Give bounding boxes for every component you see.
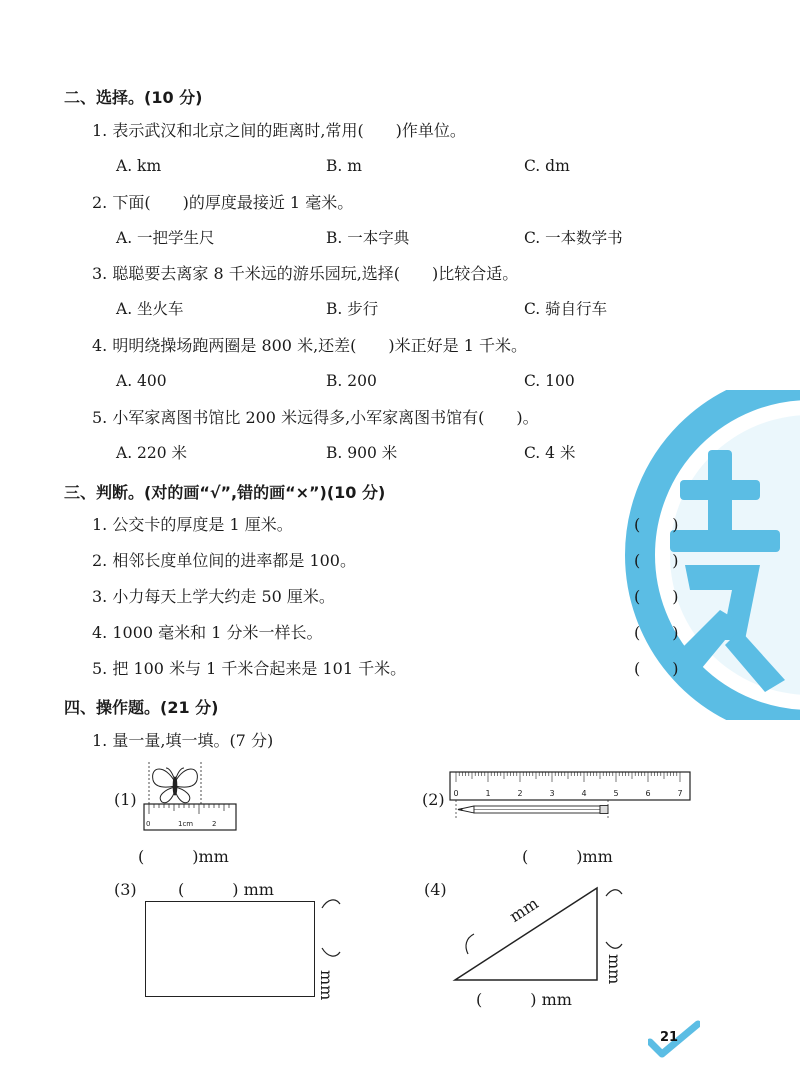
q1-option-c: C. dm (524, 157, 570, 175)
judge-item-4: 4. 1000 毫米和 1 分米一样长。 (92, 623, 323, 642)
problem-3-top-answer[interactable]: ( ) mm (178, 880, 274, 899)
ruler2-tick-label: 0 (453, 789, 459, 798)
q4-option-c: C. 100 (524, 372, 575, 390)
question-1: 1. 表示武汉和北京之间的距离时,常用( )作单位。 (92, 121, 466, 140)
triangle-side-unit: mm (605, 954, 624, 985)
q3-option-b: B. 步行 (326, 300, 379, 318)
judge-answer-2[interactable]: ( ) (634, 551, 679, 570)
ruler2-tick-label: 3 (549, 789, 555, 798)
problem-1-label: (1) (114, 790, 137, 809)
ruler2-tick-label: 4 (581, 789, 587, 798)
q4-option-b: B. 200 (326, 372, 377, 390)
section-3-title: 三、判断。(对的画“√”,错的画“×”)(10 分) (64, 483, 386, 502)
q5-option-c: C. 4 米 (524, 444, 576, 462)
problem-2-label: (2) (422, 790, 445, 809)
triangle-hyp-paren (460, 932, 480, 956)
judge-answer-1[interactable]: ( ) (634, 515, 679, 534)
measure-rectangle (145, 901, 315, 997)
rect-side-unit: mm (317, 970, 336, 1001)
problem-3-label: (3) (114, 880, 137, 899)
pencil-icon (458, 806, 608, 814)
triangle-hyp-unit: mm (506, 893, 542, 926)
problem-4-label: (4) (424, 880, 447, 899)
ruler1-tick-2: 2 (212, 820, 217, 828)
pencil-ruler-figure (448, 770, 696, 820)
subquestion-1: 1. 量一量,填一填。(7 分) (92, 731, 274, 750)
q1-option-b: B. m (326, 157, 362, 175)
judge-answer-3[interactable]: ( ) (634, 587, 679, 606)
butterfly-icon (153, 768, 198, 803)
section-2-title: 二、选择。(10 分) (64, 88, 203, 107)
q2-option-b: B. 一本字典 (326, 229, 410, 247)
q3-option-a: A. 坐火车 (116, 300, 184, 318)
judge-item-5: 5. 把 100 米与 1 千米合起来是 101 千米。 (92, 659, 407, 678)
ruler1-tick-0: 0 (146, 820, 151, 828)
question-5: 5. 小军家离图书馆比 200 米远得多,小军家离图书馆有( )。 (92, 408, 539, 427)
ruler2-tick-label: 6 (645, 789, 651, 798)
q5-option-b: B. 900 米 (326, 444, 398, 462)
q2-option-c: C. 一本数学书 (524, 229, 623, 247)
judge-item-1: 1. 公交卡的厚度是 1 厘米。 (92, 515, 293, 534)
ruler1-tick-1cm: 1cm (178, 820, 194, 828)
judge-item-2: 2. 相邻长度单位间的进率都是 100。 (92, 551, 356, 570)
problem-2-answer[interactable]: ( )mm (522, 847, 613, 866)
triangle-side-paren (602, 886, 624, 952)
problem-4-bottom-answer[interactable]: ( ) mm (476, 990, 572, 1009)
judge-item-3: 3. 小力每天上学大约走 50 厘米。 (92, 587, 335, 606)
ruler2-tick-label: 2 (517, 789, 523, 798)
judge-answer-5[interactable]: ( ) (634, 659, 679, 678)
section-4-title: 四、操作题。(21 分) (64, 698, 219, 717)
ruler2-tick-label: 5 (613, 789, 619, 798)
question-2: 2. 下面( )的厚度最接近 1 毫米。 (92, 193, 354, 212)
question-3: 3. 聪聪要去离家 8 千米远的游乐园玩,选择( )比较合适。 (92, 264, 519, 283)
q1-option-a: A. km (116, 157, 162, 175)
q4-option-a: A. 400 (116, 372, 167, 390)
question-4: 4. 明明绕操场跑两圈是 800 米,还差( )米正好是 1 千米。 (92, 336, 527, 355)
ruler2-tick-label: 1 (485, 789, 491, 798)
judge-answer-4[interactable]: ( ) (634, 623, 679, 642)
page-number: 21 (660, 1030, 679, 1045)
rect-side-paren (318, 896, 344, 962)
problem-1-answer[interactable]: ( )mm (138, 847, 229, 866)
q3-option-c: C. 骑自行车 (524, 300, 608, 318)
butterfly-ruler-figure (140, 760, 240, 832)
ruler2-tick-label: 7 (677, 789, 683, 798)
q2-option-a: A. 一把学生尺 (116, 229, 215, 247)
q5-option-a: A. 220 米 (116, 444, 188, 462)
